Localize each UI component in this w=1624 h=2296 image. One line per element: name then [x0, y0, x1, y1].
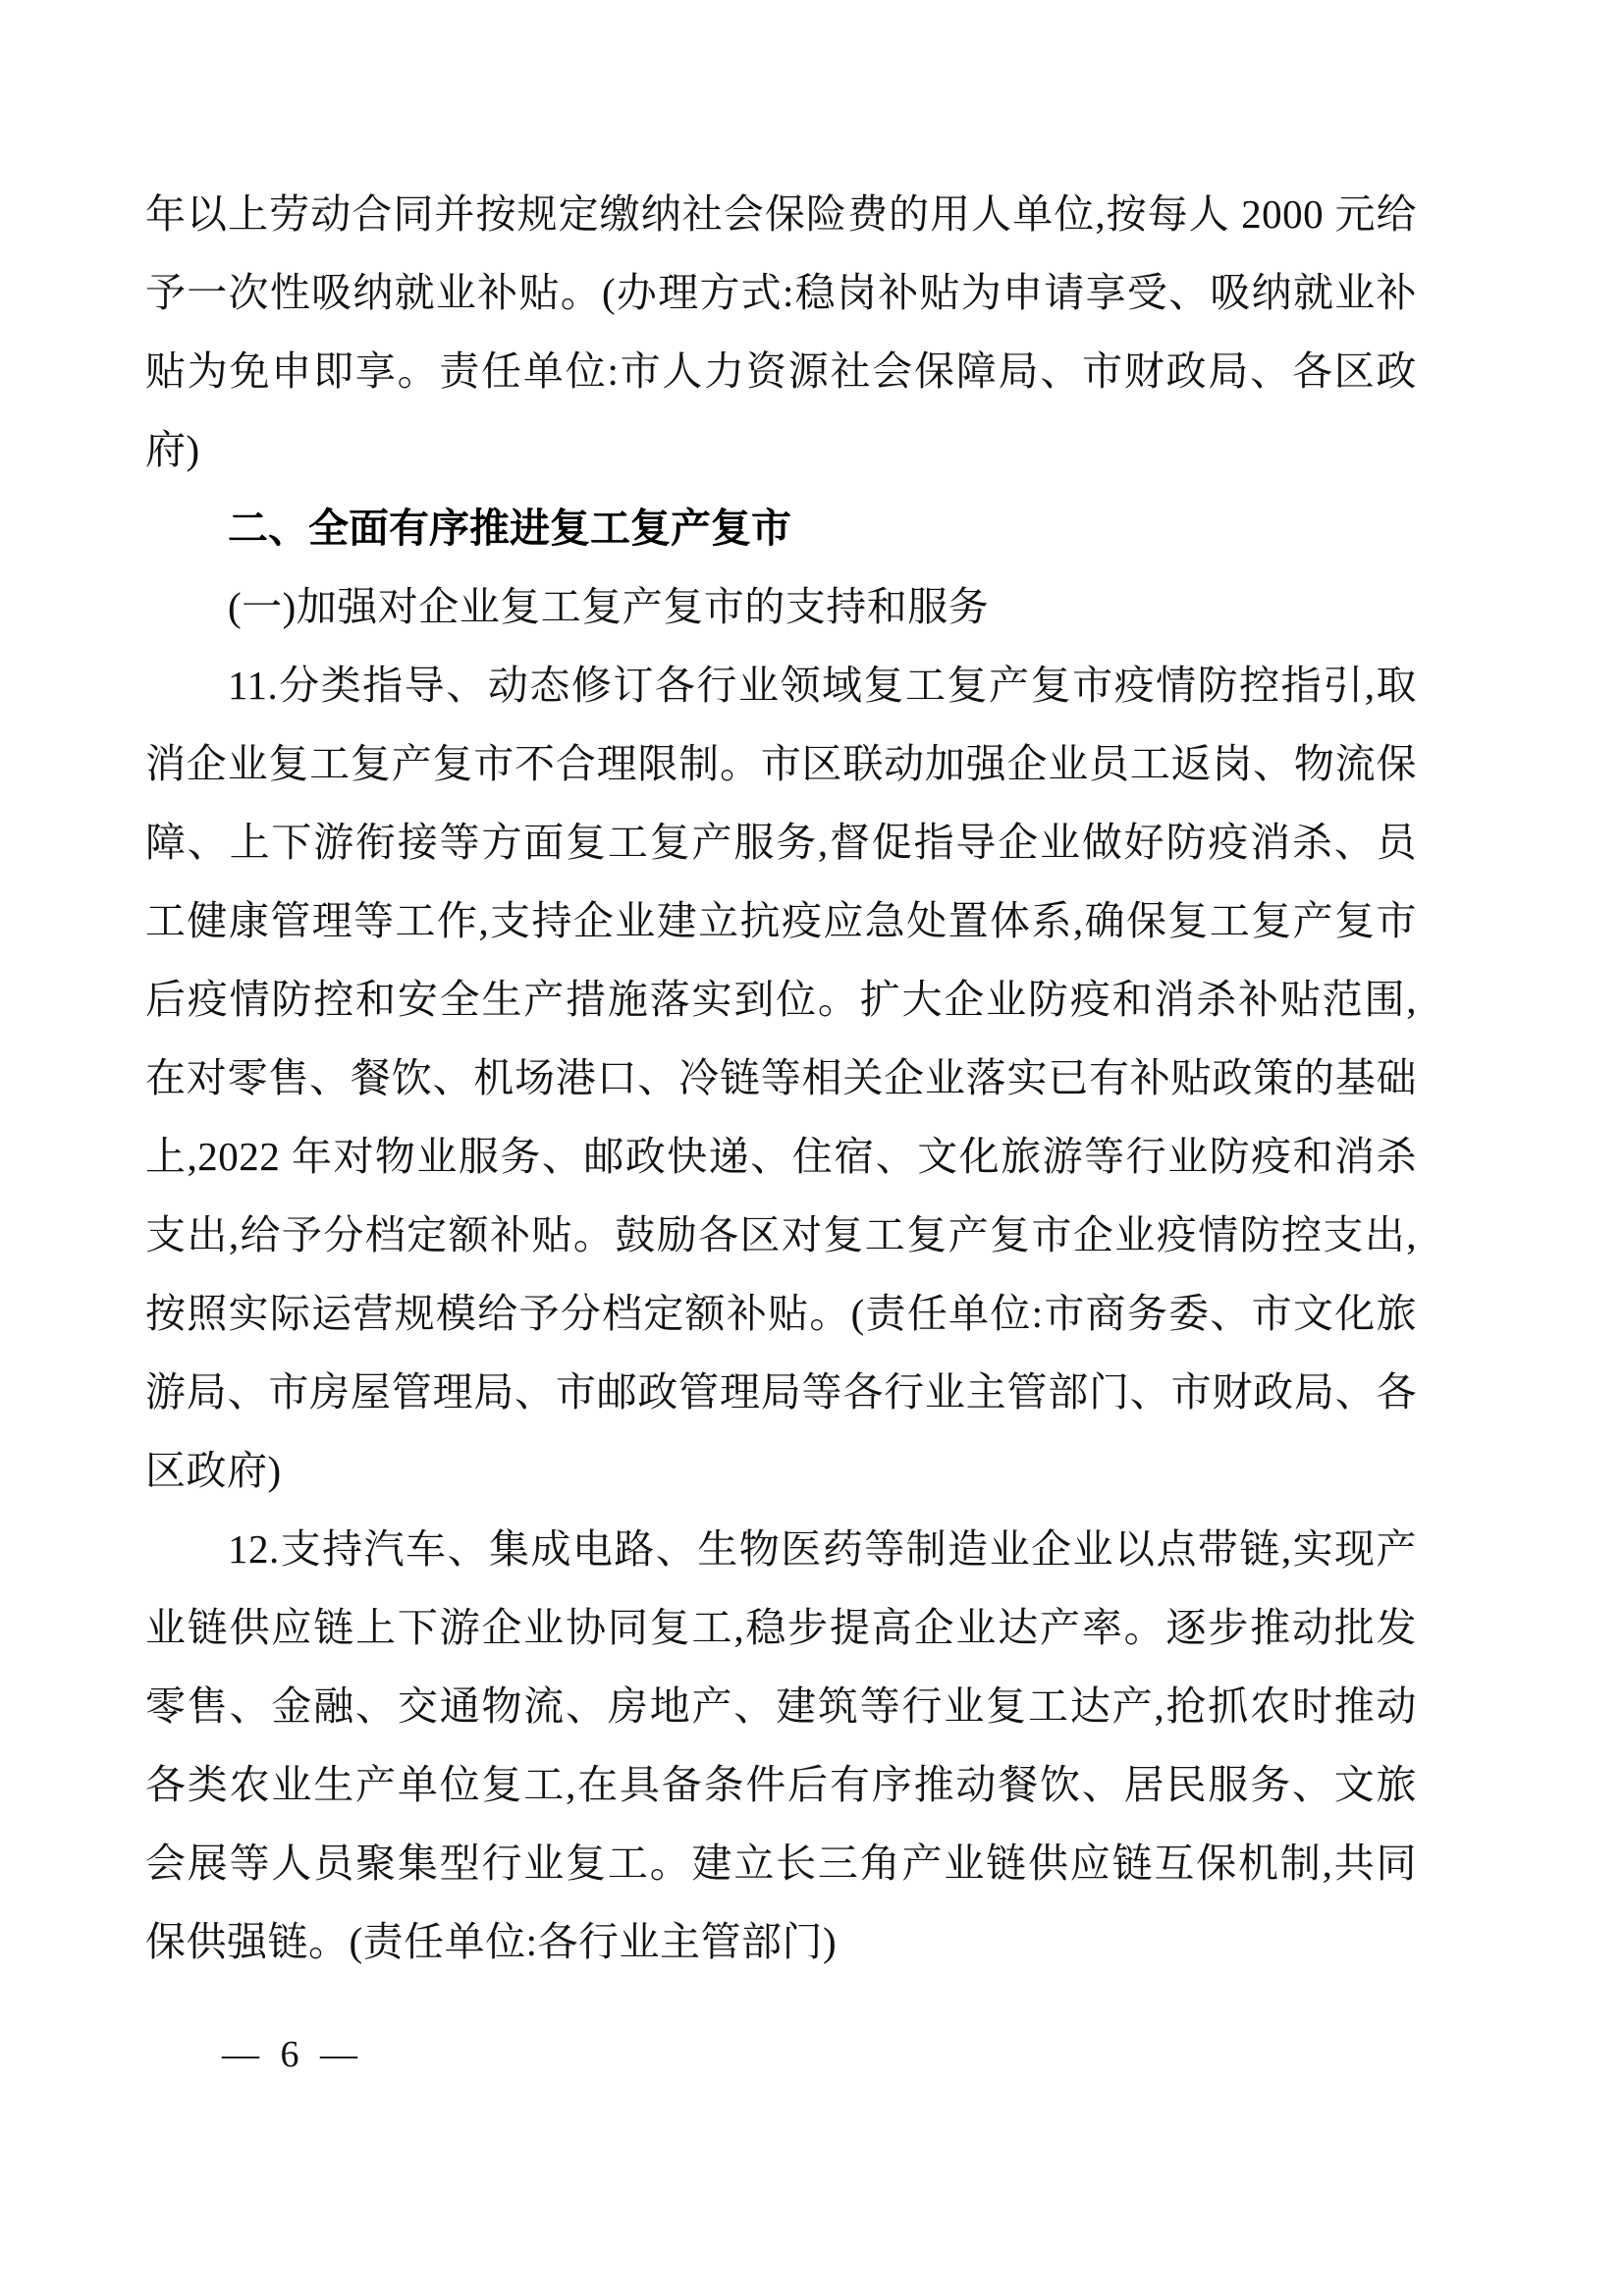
subsection-heading-one: (一)加强对企业复工复产复市的支持和服务: [228, 584, 990, 629]
item-12-paragraph: 12.支持汽车、集成电路、生物医药等制造业企业以点带链,实现产业链供应链上下游企业协同复工,稳步提高企业达产率。逐步推动批发零售、金融、交通物流、房地产、建筑等行业复工达产,抢抓农时推动各类农业生产单位复工,在具备条件后有序推动餐饮、居民服务、文旅会展等人员聚集型行业复工。建立长三角产业链供应链互保机制,共同保供强链。(责任单位:各行业主管部门): [145, 1526, 1417, 1964]
page-number: — 6 —: [222, 2034, 363, 2075]
paragraph-10-continuation: 年以上劳动合同并按规定缴纳社会保险费的用人单位,按每人 2000 元给予一次性吸纳就业补贴。(办理方式:稳岗补贴为申请享受、吸纳就业补贴为免申即享。责任单位:市人力资源社会保障局、市财政局、各区政府): [145, 191, 1417, 472]
item-11-paragraph: 11.分类指导、动态修订各行业领域复工复产复市疫情防控指引,取消企业复工复产复市不合理限制。市区联动加强企业员工返岗、物流保障、上下游衔接等方面复工复产服务,督促指导企业做好防疫消杀、员工健康管理等工作,支持企业建立抗疫应急处置体系,确保复工复产复市后疫情防控和安全生产措施落实到位。扩大企业防疫和消杀补贴范围,在对零售、餐饮、机场港口、冷链等相关企业落实已有补贴政策的基础上,2022 年对物业服务、邮政快递、住宿、文化旅游等行业防疫和消杀支出,给予分档定额补贴。鼓励各区对复工复产复市企业疫情防控支出,按照实际运营规模给予分档定额补贴。(责任单位:市商务委、市文化旅游局、市房屋管理局、市邮政管理局等各行业主管部门、市财政局、各区政府): [145, 663, 1417, 1493]
section-heading-two: 二、全面有序推进复工复产复市: [228, 505, 791, 552]
document-text-block: [145, 175, 1417, 1981]
